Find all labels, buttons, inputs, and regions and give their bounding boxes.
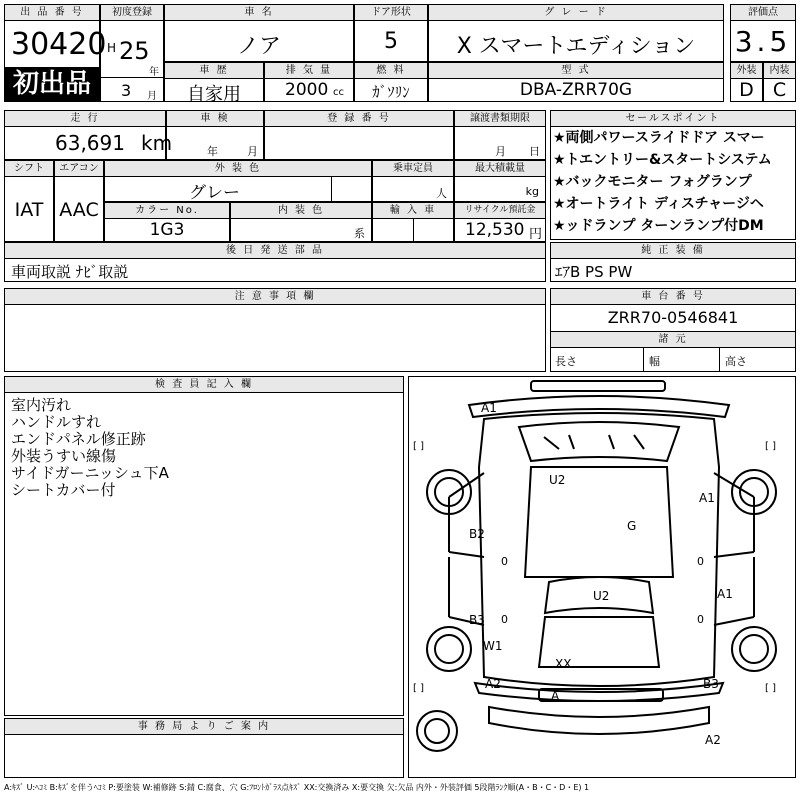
recycle: 12,530	[465, 220, 525, 240]
damage-mark: B2	[469, 527, 485, 541]
import-cell	[372, 202, 454, 242]
bracket-mark: [ ]	[413, 683, 424, 694]
interior-label: 内装	[764, 63, 795, 79]
chassis-cell	[550, 288, 796, 372]
history-label: 車 歴	[165, 63, 263, 79]
reg-year-unit: 年	[149, 67, 159, 78]
damage-mark: W1	[483, 639, 503, 653]
office-label: 事 務 局 よ り ご 案 内	[5, 719, 403, 735]
sales-point: ★ッドランプ ターンランプ付DM	[553, 218, 764, 234]
fuel-cell	[354, 62, 428, 102]
ac: AAC	[59, 199, 99, 221]
damage-mark: A	[551, 689, 560, 703]
car-name-cell	[164, 4, 354, 62]
history-cell	[164, 62, 264, 105]
interior-color-label: 内 装 色	[231, 203, 371, 219]
damage-mark: A1	[481, 401, 497, 415]
reg-month: 3	[121, 81, 132, 100]
model-code: DBA-ZRR70G	[519, 80, 633, 100]
damage-mark: G	[627, 519, 637, 533]
cc-unit: cc	[333, 87, 344, 98]
first-listing-badge: 初出品	[5, 67, 99, 101]
load-label: 最大積載量	[455, 161, 545, 177]
lot-number-cell	[4, 4, 107, 102]
lot-number: 30420	[11, 27, 107, 62]
zero-mark: 0	[501, 613, 508, 626]
shift-label: シフト	[5, 161, 53, 177]
interior-grade: C	[772, 79, 787, 101]
inspector-note: サイドガーニッシュ下A	[11, 464, 169, 482]
width-label: 幅	[649, 355, 660, 368]
bracket-mark: [ ]	[765, 683, 776, 694]
notes-label: 注 意 事 項 欄	[5, 289, 545, 305]
inspection-cell	[166, 110, 264, 160]
reg-month-unit: 月	[147, 91, 157, 102]
equipment-cell	[550, 242, 796, 282]
equipment: ｴｱB PS PW	[555, 263, 633, 281]
damage-mark: A1	[699, 491, 715, 505]
fuel: ｶﾞｿﾘﾝ	[372, 83, 410, 101]
docs-month-unit: 月	[495, 145, 506, 158]
zero-mark: 0	[697, 613, 704, 626]
capacity-label: 乗車定員	[373, 161, 453, 177]
color-no-cell	[104, 202, 230, 242]
docs-deadline-cell	[454, 110, 546, 160]
legend: A:ｷｽﾞ U:ﾍｺﾐ B:ｷｽﾞを伴うﾍｺﾐ P:要塗装 W:補修跡 S:錆 C:腐食、穴 G:ﾌﾛﾝﾄｶﾞﾗｽ点ｷｽﾞ XX:交換済み X:要交換 欠:欠品 内外・外装評価 5段階ﾗﾝｸ順(A・B・C・D・E) 1	[4, 783, 590, 792]
grade-cell	[428, 4, 724, 62]
exterior-grade: D	[739, 79, 754, 101]
later-parts: 車両取説 ﾅﾋﾞ取説	[11, 263, 129, 281]
score-cell	[730, 4, 796, 62]
mileage-cell	[4, 110, 173, 160]
score-label: 評価点	[731, 5, 795, 21]
doors: 5	[384, 29, 398, 54]
damage-mark: U2	[593, 589, 610, 603]
model-label: 型 式	[429, 63, 723, 79]
reg-era: H	[107, 41, 117, 55]
exterior-grade-cell	[730, 62, 763, 102]
bracket-mark: [ ]	[765, 441, 776, 452]
interior-color-cell	[230, 202, 372, 242]
inspector-note: 外装うすい線傷	[11, 447, 117, 465]
shift: IAT	[14, 199, 44, 221]
km-unit: km	[141, 131, 173, 155]
exterior-label: 外装	[731, 63, 762, 79]
damage-mark: A2	[705, 733, 721, 747]
sales-point: ★トエントリー&スタートシステム	[553, 152, 772, 168]
zero-mark: 0	[501, 555, 508, 568]
kg-unit: kg	[525, 185, 539, 198]
plate-label: 登 録 番 号	[265, 111, 453, 127]
ac-label: エアコン	[55, 161, 103, 177]
color-no-label: カラー No.	[105, 203, 229, 219]
inspector-label: 検 査 員 記 入 欄	[5, 377, 403, 393]
series-unit: 系	[354, 227, 365, 240]
damage-mark: U2	[549, 473, 566, 487]
plate-cell	[264, 110, 454, 160]
inspector-note: シートカバー付	[11, 481, 116, 499]
history: 自家用	[187, 84, 241, 105]
load-cell	[454, 160, 546, 202]
sales-point: ★オートライト ディスチャージヘ	[553, 196, 764, 212]
car-name-label: 車 名	[165, 5, 353, 21]
bracket-mark: [ ]	[413, 441, 424, 452]
displacement-label: 排 気 量	[265, 63, 353, 79]
later-parts-cell	[4, 242, 546, 282]
damage-mark: B3	[469, 613, 485, 627]
mileage-label: 走 行	[5, 111, 165, 127]
equipment-label: 純 正 装 備	[551, 243, 795, 259]
displacement: 2000	[285, 80, 329, 100]
inspector-cell	[4, 376, 404, 716]
person-unit: 人	[436, 187, 447, 200]
color-label: 外 装 色	[105, 161, 371, 177]
dims-label: 諸 元	[551, 331, 795, 348]
recycle-cell	[454, 202, 546, 242]
shift-cell	[4, 160, 54, 242]
grade-label: グ レ ー ド	[429, 5, 723, 21]
inspector-note: ハンドルすれ	[11, 413, 102, 431]
inspector-note: エンドパネル修正跡	[11, 430, 146, 448]
later-parts-label: 後 日 発 送 部 品	[5, 243, 545, 259]
lot-number-label: 出 品 番 号	[5, 5, 99, 21]
sales-point: ★両側パワースライドドア スマー	[553, 130, 765, 146]
yen-unit: 円	[528, 227, 542, 242]
ac-cell	[54, 160, 104, 242]
damage-mark: A1	[717, 587, 733, 601]
office-cell	[4, 718, 404, 778]
doors-label: ドア形状	[355, 5, 427, 21]
sales-point: ★バックモニター フォグランプ	[553, 174, 752, 190]
car-name: ノア	[236, 34, 281, 59]
color-no: 1G3	[149, 220, 185, 240]
interior-grade-cell	[763, 62, 796, 102]
color-cell	[104, 160, 372, 202]
first-registration-label: 初度登録	[101, 5, 163, 21]
first-registration-cell	[100, 4, 164, 102]
color: グレー	[189, 183, 240, 203]
sales-points-cell	[550, 110, 796, 240]
grade: X スマートエディション	[456, 34, 696, 59]
chassis-label: 車 台 番 号	[551, 289, 795, 305]
zero-mark: 0	[697, 555, 704, 568]
mileage: 63,691	[55, 131, 125, 155]
fuel-label: 燃 料	[355, 63, 427, 79]
model-cell	[428, 62, 724, 102]
chassis-number: ZRR70-0546841	[607, 308, 739, 327]
docs-deadline-label: 譲渡書類期限	[455, 111, 545, 127]
damage-mark: XX	[555, 657, 572, 671]
damage-diagram	[408, 376, 796, 778]
inspector-note: 室内汚れ	[11, 396, 72, 414]
notes-cell	[4, 288, 546, 372]
doors-cell	[354, 4, 428, 62]
car-outline	[409, 377, 795, 777]
inspection-month-unit: 月	[247, 145, 258, 158]
length-label: 長さ	[555, 355, 577, 368]
inspection-label: 車 検	[167, 111, 263, 127]
capacity-cell	[372, 160, 454, 202]
height-label: 高さ	[725, 355, 747, 368]
damage-mark: B3	[703, 677, 719, 691]
docs-day-unit: 日	[529, 145, 540, 158]
reg-year: 25	[119, 37, 150, 65]
import-label: 輸 入 車	[373, 203, 453, 219]
inspection-year-unit: 年	[207, 145, 218, 158]
displacement-cell	[264, 62, 354, 102]
recycle-label: リサイクル預託金	[455, 203, 545, 219]
damage-mark: A2	[485, 677, 501, 691]
score: 3.5	[734, 25, 792, 58]
sales-points-label: セールスポイント	[551, 111, 795, 127]
